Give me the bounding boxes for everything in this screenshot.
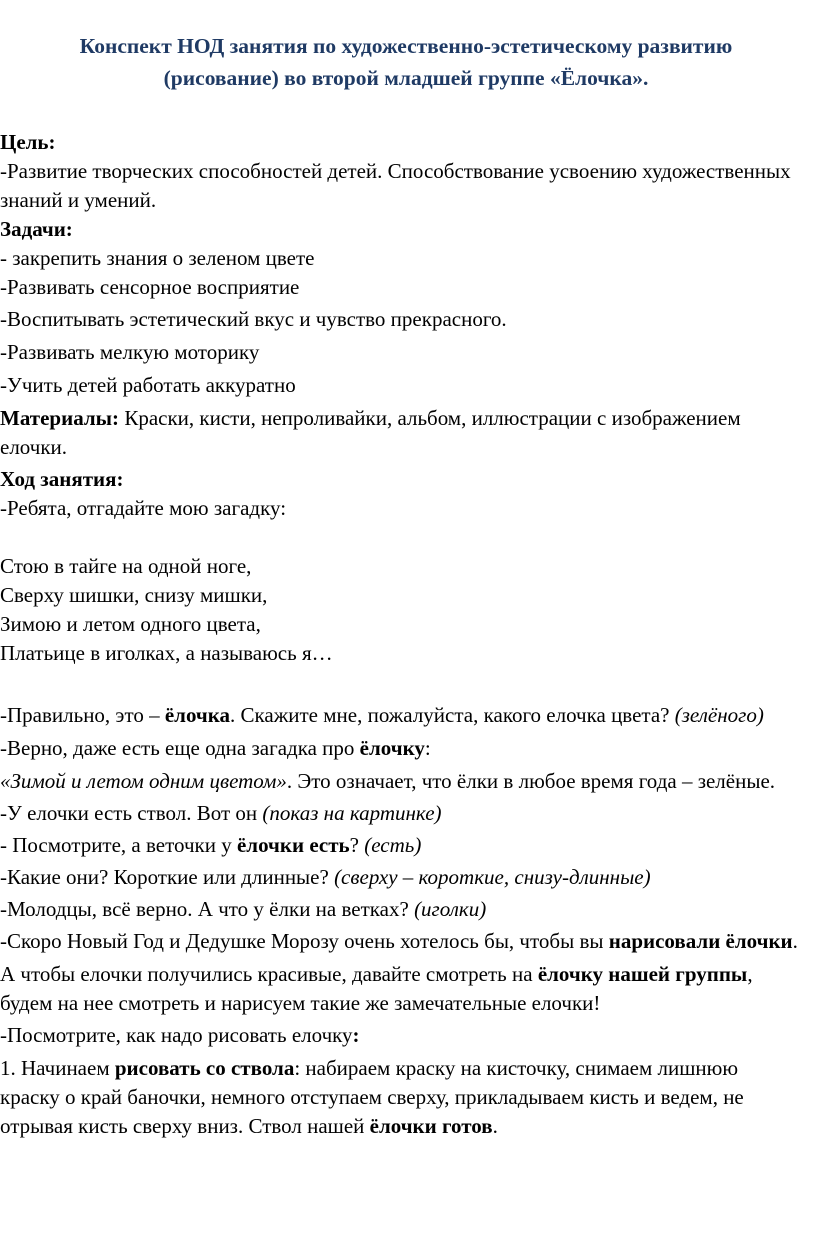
paragraph: -Скоро Новый Год и Дедушке Морозу очень хотелось бы, чтобы вы нарисовали ёлочки. [0, 929, 798, 953]
riddle-line: Зимою и летом одного цвета, [0, 612, 261, 636]
task-item: -Развивать сенсорное восприятие [0, 275, 300, 299]
title-line-1: Конспект НОД занятия по художественно-эстетическому развитию [79, 34, 733, 58]
paragraph: -Верно, даже есть еще одна загадка про ёлочку: [0, 736, 431, 760]
task-item: -Учить детей работать аккуратно [0, 373, 296, 397]
paragraph: -Какие они? Короткие или длинные? (сверху – короткие, снизу-длинные) [0, 865, 651, 889]
lesson-heading: Ход занятия: [0, 467, 124, 491]
lesson-intro: -Ребята, отгадайте мою загадку: [0, 496, 287, 520]
paragraph: «Зимой и летом одним цветом». Это означает, что ёлки в любое время года – зелёные. [0, 769, 776, 793]
paragraph: -Правильно, это – ёлочка. Скажите мне, пожалуйста, какого елочка цвета? (зелёного) [0, 703, 764, 727]
title-line-2: (рисование) во второй младшей группе «Ёлочка». [163, 66, 649, 90]
riddle-line: Сверху шишки, снизу мишки, [0, 583, 268, 607]
document-body [0, 128, 802, 1141]
task-item: - закрепить знания о зеленом цвете [0, 246, 315, 270]
paragraph: -Посмотрите, как надо рисовать елочку: [0, 1023, 360, 1047]
paragraph: -Молодцы, всё верно. А что у ёлки на ветках? (иголки) [0, 897, 487, 921]
task-item: -Воспитывать эстетический вкус и чувство прекрасного. [0, 307, 507, 331]
paragraph: 1. Начинаем рисовать со ствола: набираем краску на кисточку, снимаем лишнюю краску о край баночки, немного отступаем сверху, прикладываем кисть и ведем, не отрывая кисть сверху вниз. Ствол нашей ёлочки готов. [0, 1056, 744, 1138]
document-title [0, 30, 802, 94]
goal-heading: Цель: [0, 130, 56, 154]
task-item: -Развивать мелкую моторику [0, 340, 260, 364]
riddle-line: Стою в тайге на одной ноге, [0, 554, 252, 578]
paragraph: - Посмотрите, а веточки у ёлочки есть? (есть) [0, 833, 422, 857]
riddle-line: Платьице в иголках, а называюсь я… [0, 641, 333, 665]
goal-text: -Развитие творческих способностей детей. Способствование усвоению художественных знаний и умений. [0, 159, 791, 212]
paragraph: -У елочки есть ствол. Вот он (показ на картинке) [0, 801, 442, 825]
tasks-heading: Задачи: [0, 217, 73, 241]
paragraph: А чтобы елочки получились красивые, давайте смотреть на ёлочку нашей группы, будем на нее смотреть и нарисуем такие же замечательные елочки! [0, 962, 753, 1015]
materials-paragraph: Материалы: Краски, кисти, непроливайки, альбом, иллюстрации с изображением елочки. [0, 406, 741, 459]
